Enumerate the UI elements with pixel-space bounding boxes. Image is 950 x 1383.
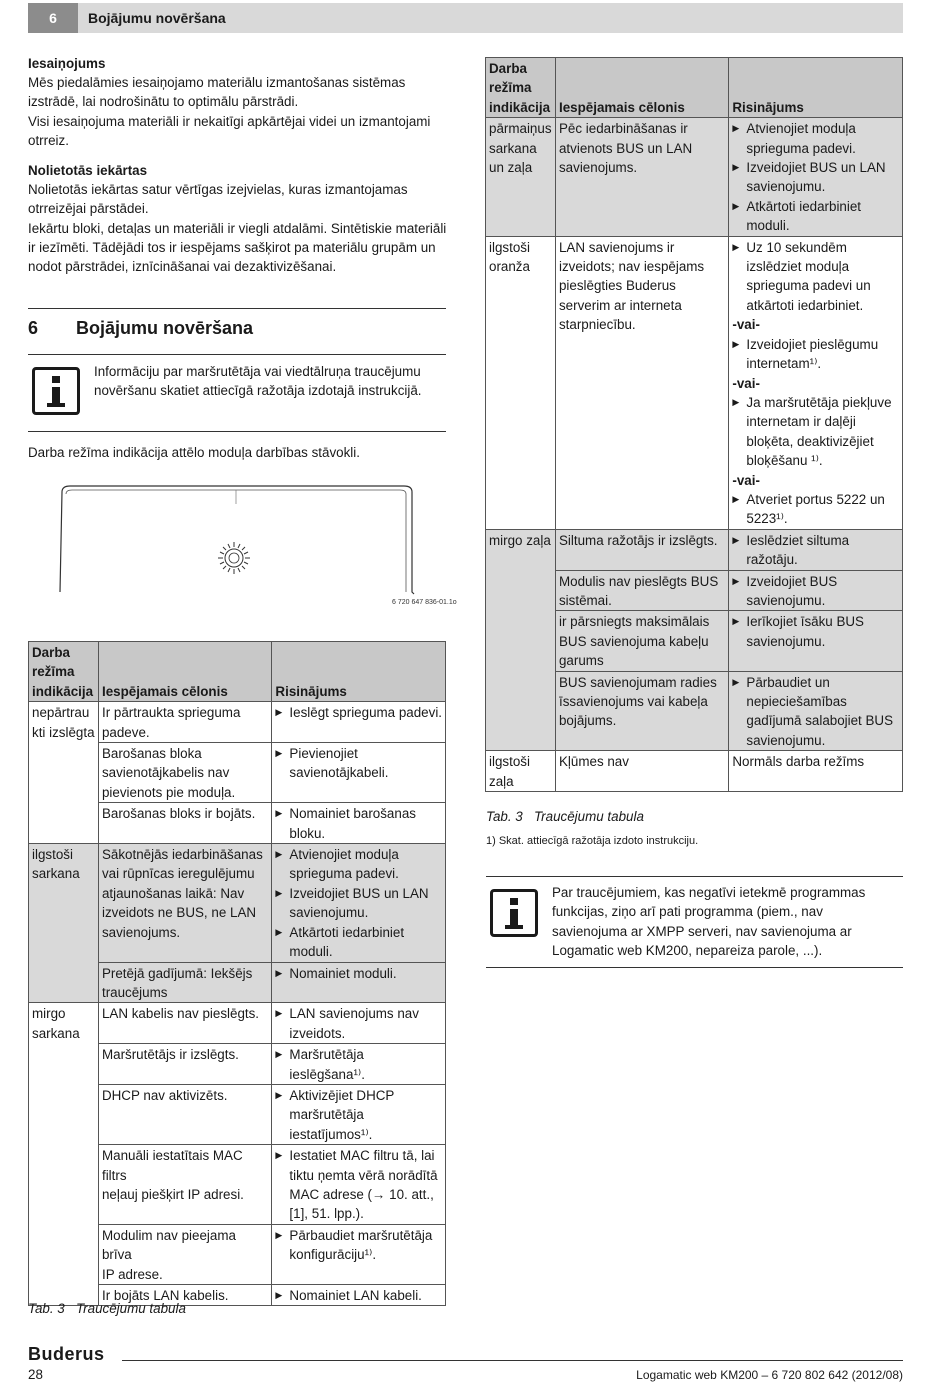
solution-item: ▶ Pievienojiet savienotājkabeli. (275, 744, 442, 783)
cause-cell: Pretējā gadījumā: Iekšējs traucējums (98, 962, 271, 1003)
solution-item: ▶ Izveidojiet pieslēgumu internetam¹⁾. (732, 335, 899, 374)
led-icon (218, 542, 250, 574)
module-illustration (56, 484, 416, 596)
indication-cell: ilgstoši oranža (486, 236, 556, 529)
solution-cell (272, 844, 446, 962)
footnote: 1) Skat. attiecīgā ražotāja izdoto instrukciju. (486, 835, 699, 847)
info-box-program (486, 876, 903, 968)
table-row (486, 118, 903, 236)
indication-cell: pārmaiņus sarkana un zaļa (486, 118, 556, 236)
packaging-text: Mēs piedalāmies iesaiņojamo materiālu izmantošanas sistēmas izstrādē, lai nodrošinātu to optimālu pārstrādi. Visi iesaiņojuma materiāli ir nekaitīgi apkārtējai videi un izmantojami otrreiz. (28, 75, 431, 148)
cause-cell: Manuāli iestatītais MAC filtrs neļauj piešķirt IP adresi. (98, 1145, 271, 1225)
cause-cell: Modulim nav pieejama brīva IP adrese. (98, 1224, 271, 1284)
table-row (486, 236, 903, 529)
solution-item: ▶ Atvienojiet moduļa sprieguma padevi. (732, 119, 899, 158)
table-caption-right: Tab. 3 Traucējumu tabula (486, 809, 644, 824)
solution-cell (272, 743, 446, 803)
solution-cell (272, 1145, 446, 1225)
cause-cell: Kļūmes nav (555, 751, 728, 792)
solution-item: ▶ Uz 10 sekundēm izslēdziet moduļa sprieguma padevi un atkārtoti iedarbiniet. (732, 238, 899, 316)
indication-cell: nepārtrau kti izslēgta (29, 702, 99, 844)
solution-item: ▶ Atvienojiet moduļa sprieguma padevi. (275, 845, 442, 884)
info-text: Informāciju par maršrutētāja vai viedtālruņa traucējumu novēršanu skatiet attiecīgā ražotāja izdotajā instrukcijā. (94, 364, 422, 399)
solution-item: ▶ LAN savienojums nav izveidots. (275, 1004, 442, 1043)
solution-item: ▶ Pārbaudiet un nepieciešamības gadījumā salabojiet BUS savienojumu. (732, 673, 899, 751)
cause-cell: Maršrutētājs ir izslēgts. (98, 1044, 271, 1085)
col-header-indication: Darba režīma indikācija (486, 58, 556, 118)
section-rule (28, 308, 446, 309)
buderus-logo: Buderus (28, 1344, 105, 1364)
chapter-title: Bojājumu novēršana (88, 10, 226, 26)
solution-item: ▶ Izveidojiet BUS un LAN savienojumu. (732, 158, 899, 197)
indication-cell: mirgo zaļa (486, 529, 556, 750)
cause-cell: Ir bojāts LAN kabelis. (98, 1285, 271, 1306)
solution-cell (272, 702, 446, 743)
solution-item: ▶ Ieslēgt sprieguma padevi. (275, 703, 442, 722)
info-icon (32, 367, 80, 415)
solution-cell (272, 1044, 446, 1085)
col-header-cause: Iespējamais cēlonis (555, 58, 728, 118)
or-separator: -vai- (732, 472, 760, 488)
section-title (28, 316, 253, 340)
col-header-solution: Risinājums (729, 58, 903, 118)
solution-item: ▶ Pārbaudiet maršrutētāja konfigurāciju¹⁾. (275, 1226, 442, 1265)
solution-item: ▶ Nomainiet LAN kabeli. (275, 1286, 442, 1305)
cause-cell: Barošanas bloka savienotājkabelis nav pievienots pie moduļa. (98, 743, 271, 803)
table-row (486, 529, 903, 570)
solution-cell (729, 671, 903, 751)
old-devices-section (28, 161, 448, 276)
solution-cell (729, 118, 903, 236)
cause-cell: LAN savienojums ir izveidots; nav iespējams pieslēgties Buderus serverim ar interneta starpniecību. (555, 236, 728, 529)
footer-rule (122, 1360, 903, 1361)
packaging-section (28, 54, 448, 150)
cause-cell: Barošanas bloks ir bojāts. (98, 803, 271, 844)
solution-text: Normāls darba režīms (732, 754, 865, 770)
fault-table-left (28, 641, 446, 1306)
cause-cell: Ir pārtraukta sprieguma padeve. (98, 702, 271, 743)
solution-cell (729, 236, 903, 529)
packaging-heading: Iesaiņojums (28, 56, 106, 71)
solution-cell (272, 1285, 446, 1306)
table-row (486, 751, 903, 792)
solution-cell (272, 1224, 446, 1284)
document-id: Logamatic web KM200 – 6 720 802 642 (2012/08) (636, 1368, 903, 1382)
solution-cell (272, 803, 446, 844)
solution-cell (729, 611, 903, 671)
page-number: 28 (28, 1367, 43, 1382)
solution-cell (272, 1003, 446, 1044)
solution-item: ▶ Atveriet portus 5222 un 5223¹⁾. (732, 490, 899, 529)
col-header-indication: Darba režīma indikācija (29, 642, 99, 702)
solution-item: ▶ Nomainiet barošanas bloku. (275, 804, 442, 843)
table-row (29, 1003, 446, 1044)
cause-cell: Sākotnējās iedarbināšanas vai rūpnīcas ieregulējumu atjaunošanas laikā: Nav izveidots ne BUS, ne LAN savienojums. (98, 844, 271, 962)
old-devices-heading: Nolietotās iekārtas (28, 163, 148, 178)
solution-item: ▶ Ierīkojiet īsāku BUS savienojumu. (732, 612, 899, 651)
section-title-text: Bojājumu novēršana (76, 318, 254, 338)
solution-item: ▶ Aktivizējiet DHCP maršrutētāja iestatījumos¹⁾. (275, 1086, 442, 1144)
old-devices-text: Nolietotās iekārtas satur vērtīgas izejvielas, kuras izmantojamas otrreizējai pārstādei. Iekārtu bloki, detaļas un materiāli ir viegli atdalāmi. Sintētiskie materiāli ir iezīmēti. Tādējādi tos ir iespējams sašķirot pa materiālu grupām un nodot pārstrādei, iznīcināšanai vai dezaktivizēšanai. (28, 182, 447, 275)
info-icon (490, 889, 538, 937)
solution-cell (729, 751, 903, 792)
table-caption-left: Tab. 3 Traucējumu tabula (28, 1301, 186, 1316)
cause-cell: Pēc iedarbināšanas ir atvienots BUS un LAN savienojums. (555, 118, 728, 236)
solution-item: ▶ Iestatiet MAC filtru tā, lai tiktu ņemta vērā norādītā MAC adrese (→ 10. att., [1], 51. lpp.). (275, 1146, 442, 1224)
table-row (29, 702, 446, 743)
solution-item: ▶ Atkārtoti iedarbiniet moduli. (732, 197, 899, 236)
cause-cell: LAN kabelis nav pieslēgts. (98, 1003, 271, 1044)
or-separator: -vai- (732, 375, 760, 391)
figure-code: 6 720 647 836-01.1o (392, 599, 457, 606)
cause-cell: Modulis nav pieslēgts BUS sistēmai. (555, 570, 728, 611)
cause-cell: Siltuma ražotājs ir izslēgts. (555, 529, 728, 570)
solution-cell (729, 570, 903, 611)
info-box-router (28, 354, 446, 432)
chapter-number: 6 (28, 3, 78, 33)
cause-cell: DHCP nav aktivizēts. (98, 1084, 271, 1144)
cause-cell: BUS savienojumam radies īssavienojums vai kabeļa bojājums. (555, 671, 728, 751)
solution-item: ▶ Atkārtoti iedarbiniet moduli. (275, 923, 442, 962)
col-header-solution: Risinājums (272, 642, 446, 702)
fault-table-right (485, 57, 903, 792)
indication-cell: ilgstoši zaļa (486, 751, 556, 792)
solution-item: ▶ Maršrutētāja ieslēgšana¹⁾. (275, 1045, 442, 1084)
solution-cell (272, 1084, 446, 1144)
intro-text: Darba režīma indikācija attēlo moduļa darbības stāvokli. (28, 445, 360, 460)
col-header-cause: Iespējamais cēlonis (98, 642, 271, 702)
solution-item: ▶ Nomainiet moduli. (275, 964, 442, 983)
info-text: Par traucējumiem, kas negatīvi ietekmē programmas funkcijas, ziņo arī pati programma (piem., nav savienojuma ar XMPP serveri, nav savienojuma ar Logamatic web KM200, nepareiza parole, ...). (552, 885, 866, 959)
solution-item: ▶ Ieslēdziet siltuma ražotāju. (732, 531, 899, 570)
indication-cell: ilgstoši sarkana (29, 844, 99, 1003)
solution-cell (272, 962, 446, 1003)
or-separator: -vai- (732, 317, 760, 333)
cause-cell: ir pārsniegts maksimālais BUS savienojuma kabeļu garums (555, 611, 728, 671)
solution-item: ▶ Izveidojiet BUS savienojumu. (732, 572, 899, 611)
page-header (28, 3, 903, 33)
table-row (29, 844, 446, 962)
solution-item: ▶ Ja maršrutētāja piekļuve internetam ir daļēji bloķēta, deaktivizējiet bloķēšanu ¹⁾. (732, 393, 899, 471)
section-number: 6 (28, 318, 39, 338)
solution-cell (729, 529, 903, 570)
solution-item: ▶ Izveidojiet BUS un LAN savienojumu. (275, 884, 442, 923)
indication-cell: mirgo sarkana (29, 1003, 99, 1306)
